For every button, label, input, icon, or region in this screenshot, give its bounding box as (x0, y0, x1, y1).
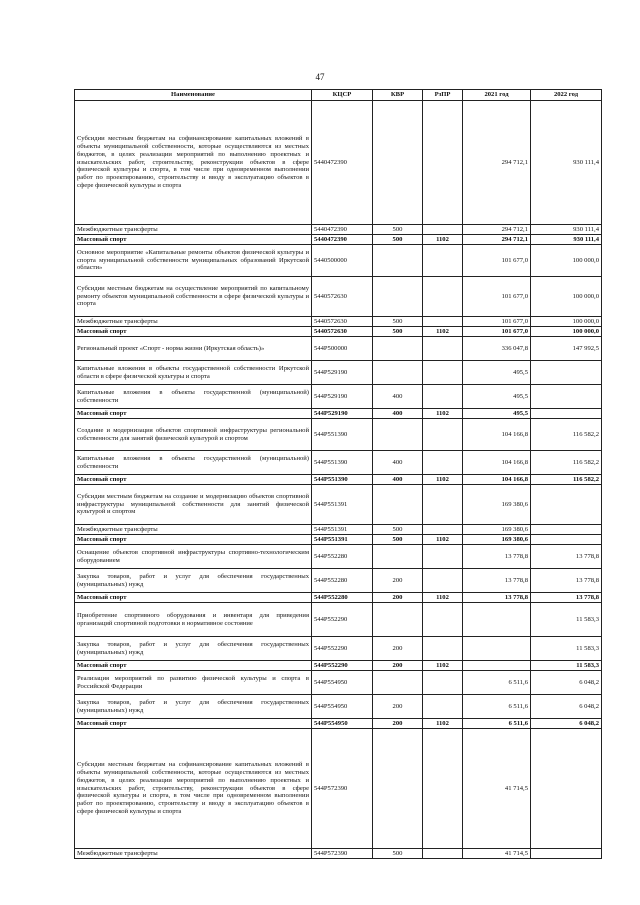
row-kcsr-cell: 544P551391 (312, 485, 373, 525)
row-kvr-cell (373, 277, 423, 317)
row-2021-cell: 169 380,6 (463, 525, 531, 535)
row-2021-cell: 336 047,8 (463, 337, 531, 361)
row-2022-cell: 100 000,0 (531, 277, 602, 317)
row-2021-cell: 13 778,8 (463, 545, 531, 569)
row-rzpr-cell (423, 245, 463, 277)
row-name-cell: Массовый спорт (75, 661, 312, 671)
row-2022-cell: 13 778,8 (531, 545, 602, 569)
row-2021-cell: 41 714,5 (463, 729, 531, 849)
row-rzpr-cell (423, 101, 463, 225)
row-2022-cell: 116 582,2 (531, 451, 602, 475)
row-name-cell: Субсидии местным бюджетам на создание и модернизацию объектов спортивной инфраструктуры муниципальной собственности для занятий физической культурой и спортом (75, 485, 312, 525)
row-rzpr-cell: 1102 (423, 661, 463, 671)
row-kvr-cell: 400 (373, 409, 423, 419)
row-2022-cell: 100 000,0 (531, 245, 602, 277)
row-rzpr-cell: 1102 (423, 535, 463, 545)
row-kcsr-cell: 544P552280 (312, 545, 373, 569)
row-kcsr-cell: 5440572630 (312, 277, 373, 317)
row-2022-cell: 11 583,3 (531, 603, 602, 637)
row-kcsr-cell: 544P552280 (312, 569, 373, 593)
row-kvr-cell (373, 361, 423, 385)
row-name-cell: Основное мероприятие «Капитальные ремонты объектов физической культуры и спорта муниципальной собственности муниципальных образований Иркутской области» (75, 245, 312, 277)
row-2021-cell: 41 714,5 (463, 849, 531, 859)
table-row (75, 409, 602, 419)
table-row (75, 525, 602, 535)
row-rzpr-cell (423, 451, 463, 475)
row-2022-cell: 6 048,2 (531, 671, 602, 695)
row-kcsr-cell: 544P529190 (312, 409, 373, 419)
row-name-cell: Создание и модернизация объектов спортивной инфраструктуры региональной собственности для занятий физической культурой и спортом (75, 419, 312, 451)
table-header-row (75, 90, 602, 101)
row-name-cell: Региональный проект «Спорт - норма жизни (Иркутская область)» (75, 337, 312, 361)
row-kcsr-cell: 544P529190 (312, 361, 373, 385)
row-rzpr-cell (423, 545, 463, 569)
budget-table (74, 89, 602, 859)
row-2022-cell: 930 111,4 (531, 225, 602, 235)
table-row (75, 569, 602, 593)
row-name-cell: Массовый спорт (75, 719, 312, 729)
row-rzpr-cell (423, 277, 463, 317)
row-2021-cell: 101 677,0 (463, 317, 531, 327)
row-2021-cell: 104 166,8 (463, 419, 531, 451)
row-kvr-cell: 200 (373, 593, 423, 603)
row-name-cell: Закупка товаров, работ и услуг для обеспечения государственных (муниципальных) нужд (75, 637, 312, 661)
row-2022-cell: 13 778,8 (531, 593, 602, 603)
table-row (75, 475, 602, 485)
row-kvr-cell: 500 (373, 327, 423, 337)
table-row (75, 637, 602, 661)
row-2022-cell: 100 000,0 (531, 327, 602, 337)
row-rzpr-cell (423, 337, 463, 361)
row-kvr-cell: 200 (373, 661, 423, 671)
row-kcsr-cell: 5440472390 (312, 235, 373, 245)
row-kvr-cell (373, 337, 423, 361)
row-rzpr-cell: 1102 (423, 235, 463, 245)
row-name-cell: Оснащение объектов спортивной инфраструктуры спортивно-технологическим оборудованием (75, 545, 312, 569)
row-rzpr-cell (423, 603, 463, 637)
row-kcsr-cell: 544P552280 (312, 593, 373, 603)
row-2021-cell: 6 511,6 (463, 719, 531, 729)
row-rzpr-cell (423, 849, 463, 859)
row-2021-cell (463, 603, 531, 637)
row-2022-cell (531, 409, 602, 419)
row-2022-cell: 11 583,3 (531, 661, 602, 671)
row-rzpr-cell (423, 225, 463, 235)
row-2022-cell (531, 385, 602, 409)
row-kvr-cell (373, 101, 423, 225)
row-kvr-cell: 200 (373, 719, 423, 729)
row-kcsr-cell: 5440472390 (312, 101, 373, 225)
row-2022-cell: 100 000,0 (531, 317, 602, 327)
row-2021-cell: 294 712,1 (463, 225, 531, 235)
header-kcsr: КЦСР (312, 90, 373, 101)
row-2021-cell: 101 677,0 (463, 327, 531, 337)
row-2022-cell: 147 992,5 (531, 337, 602, 361)
row-rzpr-cell (423, 695, 463, 719)
row-kvr-cell (373, 419, 423, 451)
table-row (75, 661, 602, 671)
row-kvr-cell (373, 729, 423, 849)
row-kvr-cell (373, 545, 423, 569)
table-row (75, 235, 602, 245)
row-name-cell: Приобретение спортивного оборудования и инвентаря для приведения организаций спортивной подготовки в нормативное состояние (75, 603, 312, 637)
row-2021-cell (463, 637, 531, 661)
table-row (75, 849, 602, 859)
table-row (75, 317, 602, 327)
row-2021-cell: 13 778,8 (463, 593, 531, 603)
table-row (75, 729, 602, 849)
row-kcsr-cell: 544P551390 (312, 451, 373, 475)
table-row (75, 545, 602, 569)
row-kvr-cell: 200 (373, 695, 423, 719)
row-rzpr-cell (423, 485, 463, 525)
table-row (75, 419, 602, 451)
row-kcsr-cell: 544P551391 (312, 535, 373, 545)
row-kcsr-cell: 544P554950 (312, 695, 373, 719)
row-kvr-cell (373, 603, 423, 637)
row-2022-cell (531, 525, 602, 535)
row-kvr-cell: 500 (373, 535, 423, 545)
header-rzpr: РзПР (423, 90, 463, 101)
row-rzpr-cell (423, 385, 463, 409)
row-kcsr-cell: 544P552290 (312, 637, 373, 661)
row-kvr-cell: 400 (373, 385, 423, 409)
row-kvr-cell: 400 (373, 451, 423, 475)
row-2021-cell: 169 380,6 (463, 535, 531, 545)
row-2021-cell: 495,5 (463, 361, 531, 385)
row-2022-cell: 116 582,2 (531, 419, 602, 451)
row-2021-cell: 13 778,8 (463, 569, 531, 593)
row-rzpr-cell (423, 671, 463, 695)
row-2021-cell: 104 166,8 (463, 475, 531, 485)
row-name-cell: Субсидии местным бюджетам на осуществление мероприятий по капитальному ремонту объектов муниципальной собственности в сфере физической культуры и спорта (75, 277, 312, 317)
row-kcsr-cell: 544P529190 (312, 385, 373, 409)
row-2021-cell: 101 677,0 (463, 245, 531, 277)
row-2022-cell: 13 778,8 (531, 569, 602, 593)
header-2021: 2021 год (463, 90, 531, 101)
row-kvr-cell: 400 (373, 475, 423, 485)
row-rzpr-cell (423, 361, 463, 385)
table-row (75, 671, 602, 695)
row-rzpr-cell: 1102 (423, 327, 463, 337)
row-name-cell: Массовый спорт (75, 235, 312, 245)
row-name-cell: Межбюджетные трансферты (75, 525, 312, 535)
row-name-cell: Массовый спорт (75, 593, 312, 603)
row-name-cell: Закупка товаров, работ и услуг для обеспечения государственных (муниципальных) нужд (75, 695, 312, 719)
row-kcsr-cell: 5440500000 (312, 245, 373, 277)
table-row (75, 327, 602, 337)
row-kcsr-cell: 5440572630 (312, 327, 373, 337)
row-kcsr-cell: 544P551390 (312, 419, 373, 451)
table-row (75, 225, 602, 235)
row-2021-cell: 6 511,6 (463, 671, 531, 695)
row-name-cell: Массовый спорт (75, 475, 312, 485)
table-row (75, 101, 602, 225)
row-rzpr-cell (423, 525, 463, 535)
row-name-cell: Межбюджетные трансферты (75, 317, 312, 327)
row-kvr-cell: 200 (373, 569, 423, 593)
row-2022-cell: 930 111,4 (531, 101, 602, 225)
table-row (75, 245, 602, 277)
row-2021-cell: 294 712,1 (463, 101, 531, 225)
row-2021-cell: 495,5 (463, 385, 531, 409)
table-row (75, 361, 602, 385)
row-name-cell: Межбюджетные трансферты (75, 849, 312, 859)
row-kcsr-cell: 544P554950 (312, 719, 373, 729)
row-kvr-cell: 500 (373, 317, 423, 327)
header-kvr: КВР (373, 90, 423, 101)
row-2022-cell: 116 582,2 (531, 475, 602, 485)
row-rzpr-cell (423, 419, 463, 451)
row-kcsr-cell: 544P572390 (312, 729, 373, 849)
row-kcsr-cell: 544P554950 (312, 671, 373, 695)
row-name-cell: Капитальные вложения в объекты государственной собственности Иркутской области в сфере физической культуры и спорта (75, 361, 312, 385)
row-name-cell: Субсидии местным бюджетам на софинансирование капитальных вложений в объекты муниципальной собственности, которые осуществляются из местных бюджетов, в целях реализации мероприятий по выполнению проектных и изыскательских работ, строительству, реконструкции объектов в сфере физической культуры и спорта, в том числе при одновременном выполнении работ по проектированию, строительству и вводу в эксплуатацию объектов в сфере физической культуры и спорта (75, 101, 312, 225)
row-name-cell: Капитальные вложения в объекты государственной (муниципальной) собственности (75, 451, 312, 475)
table-row (75, 451, 602, 475)
row-name-cell: Массовый спорт (75, 409, 312, 419)
row-kvr-cell (373, 485, 423, 525)
page-number: 47 (315, 72, 325, 82)
row-kvr-cell: 500 (373, 225, 423, 235)
row-2022-cell: 6 048,2 (531, 719, 602, 729)
table-row (75, 385, 602, 409)
row-2021-cell: 6 511,6 (463, 695, 531, 719)
row-rzpr-cell (423, 637, 463, 661)
row-rzpr-cell (423, 317, 463, 327)
row-2021-cell (463, 661, 531, 671)
table-row (75, 603, 602, 637)
row-kcsr-cell: 544P551390 (312, 475, 373, 485)
row-kcsr-cell: 544P551391 (312, 525, 373, 535)
row-2022-cell: 6 048,2 (531, 695, 602, 719)
row-kcsr-cell: 544P572390 (312, 849, 373, 859)
row-2021-cell: 101 677,0 (463, 277, 531, 317)
table-row (75, 535, 602, 545)
header-2022: 2022 год (531, 90, 602, 101)
row-kvr-cell (373, 245, 423, 277)
row-kcsr-cell: 5440572630 (312, 317, 373, 327)
row-2021-cell: 294 712,1 (463, 235, 531, 245)
row-2022-cell: 11 583,3 (531, 637, 602, 661)
row-kcsr-cell: 544P552290 (312, 661, 373, 671)
row-rzpr-cell: 1102 (423, 719, 463, 729)
row-kcsr-cell: 5440472390 (312, 225, 373, 235)
row-2021-cell: 104 166,8 (463, 451, 531, 475)
row-name-cell: Массовый спорт (75, 327, 312, 337)
row-kvr-cell: 200 (373, 637, 423, 661)
row-rzpr-cell (423, 569, 463, 593)
row-2021-cell: 169 380,6 (463, 485, 531, 525)
row-2022-cell (531, 485, 602, 525)
row-name-cell: Реализация мероприятий по развитию физической культуры и спорта в Российской Федерации (75, 671, 312, 695)
table-row (75, 719, 602, 729)
row-name-cell: Межбюджетные трансферты (75, 225, 312, 235)
row-kcsr-cell: 544P500000 (312, 337, 373, 361)
row-name-cell: Субсидии местным бюджетам на софинансирование капитальных вложений в объекты муниципальной собственности, которые осуществляются из местных бюджетов, в целях реализации мероприятий по выполнению проектных и изыскательских работ, строительству, реконструкции объектов в сфере физической культуры и спорта, в том числе при одновременном выполнении работ по проектированию, строительству и вводу в эксплуатацию объектов в сфере физической культуры и спорта (75, 729, 312, 849)
row-name-cell: Закупка товаров, работ и услуг для обеспечения государственных (муниципальных) нужд (75, 569, 312, 593)
table-row (75, 337, 602, 361)
row-2022-cell (531, 729, 602, 849)
row-rzpr-cell: 1102 (423, 593, 463, 603)
row-kvr-cell (373, 671, 423, 695)
header-name: Наименование (75, 90, 312, 101)
table-row (75, 485, 602, 525)
row-rzpr-cell: 1102 (423, 409, 463, 419)
table-row (75, 277, 602, 317)
row-name-cell: Массовый спорт (75, 535, 312, 545)
row-2022-cell: 930 111,4 (531, 235, 602, 245)
row-kvr-cell: 500 (373, 849, 423, 859)
row-2022-cell (531, 535, 602, 545)
row-kvr-cell: 500 (373, 235, 423, 245)
row-2021-cell: 495,5 (463, 409, 531, 419)
row-2022-cell (531, 361, 602, 385)
row-name-cell: Капитальные вложения в объекты государственной (муниципальной) собственности (75, 385, 312, 409)
table-row (75, 593, 602, 603)
table-row (75, 695, 602, 719)
row-rzpr-cell: 1102 (423, 475, 463, 485)
row-2022-cell (531, 849, 602, 859)
row-kvr-cell: 500 (373, 525, 423, 535)
row-rzpr-cell (423, 729, 463, 849)
row-kcsr-cell: 544P552290 (312, 603, 373, 637)
